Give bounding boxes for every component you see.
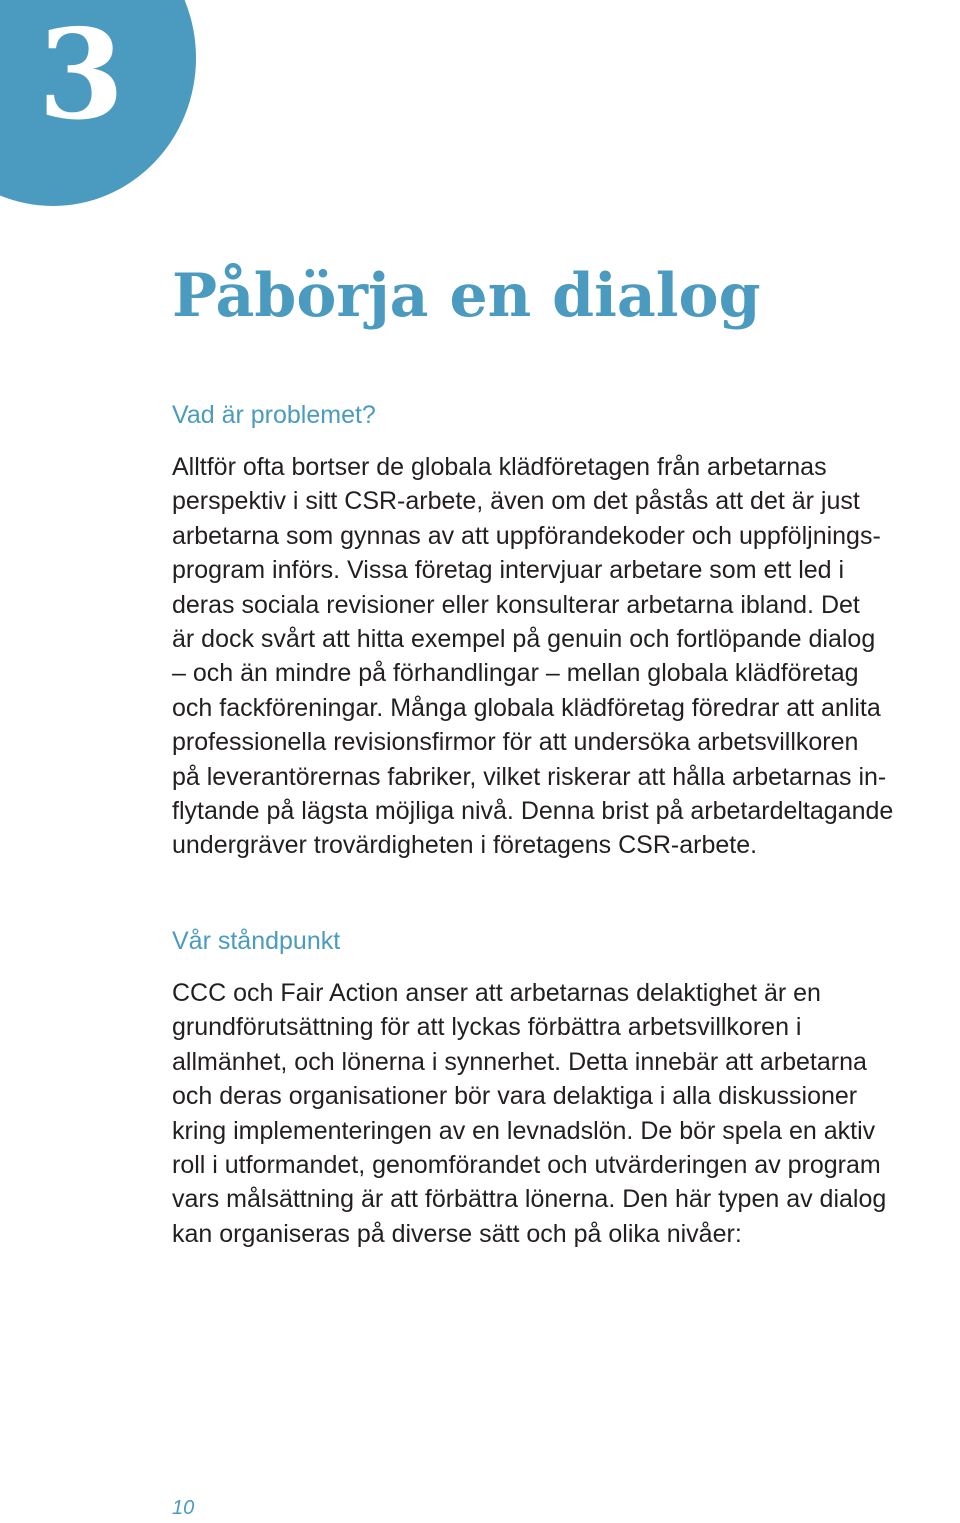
- text-line: Alltför ofta bortser de globala klädföretagen från arbetarnas: [172, 453, 827, 481]
- section-body-problem: [172, 450, 960, 863]
- text-line: grundförutsättning för att lyckas förbättra arbetsvillkoren i: [172, 1013, 802, 1042]
- text-line: deras sociala revisioner eller konsulterar arbetarna ibland. Det: [172, 590, 860, 619]
- section-heading-problem: Vad är problemet?: [172, 401, 376, 429]
- text-line: vars målsättning är att förbättra lönerna. Den här typen av dialog: [172, 1185, 887, 1214]
- chapter-number: 3: [38, 3, 125, 148]
- text-line: program införs. Vissa företag intervjuar arbetare som ett led i: [172, 556, 845, 585]
- text-line: på leverantörernas fabriker, vilket riskerar att hålla arbetarnas in-: [172, 762, 887, 791]
- text-line: kan organiseras på diverse sätt och på olika nivåer:: [172, 1219, 742, 1248]
- text-line: – och än mindre på förhandlingar – mellan globala klädföretag: [172, 659, 859, 688]
- text-line: flytande på lägsta möjliga nivå. Denna brist på arbetardeltagande: [172, 797, 894, 826]
- text-line: roll i utformandet, genomförandet och utvärderingen av program: [172, 1151, 881, 1180]
- text-line: är dock svårt att hitta exempel på genuin och fortlöpande dialog: [172, 625, 876, 654]
- page-number: 10: [172, 1497, 195, 1519]
- text-line: kring implementeringen av en levnadslön. De bör spela en aktiv: [172, 1116, 876, 1145]
- text-line: och deras organisationer bör vara delaktiga i alla diskussioner: [172, 1082, 858, 1111]
- page-title: Påbörja en dialog: [172, 261, 761, 331]
- section-heading-position: Vår ståndpunkt: [172, 927, 341, 955]
- text-line: och fackföreningar. Många globala klädföretag föredrar att anlita: [172, 693, 881, 722]
- text-line: CCC och Fair Action anser att arbetarnas delaktighet är en: [172, 979, 821, 1007]
- text-line: professionella revisionsfirmor för att undersöka arbetsvillkoren: [172, 728, 859, 757]
- text-line: perspektiv i sitt CSR-arbete, även om det påstås att det är just: [172, 487, 860, 516]
- text-line: undergräver trovärdigheten i företagens CSR-arbete.: [172, 831, 758, 860]
- section-body-position: [172, 976, 960, 1251]
- text-line: allmänhet, och lönerna i synnerhet. Detta innebär att arbetarna: [172, 1047, 867, 1076]
- text-line: arbetarna som gynnas av att uppförandekoder och uppföljnings-: [172, 521, 881, 550]
